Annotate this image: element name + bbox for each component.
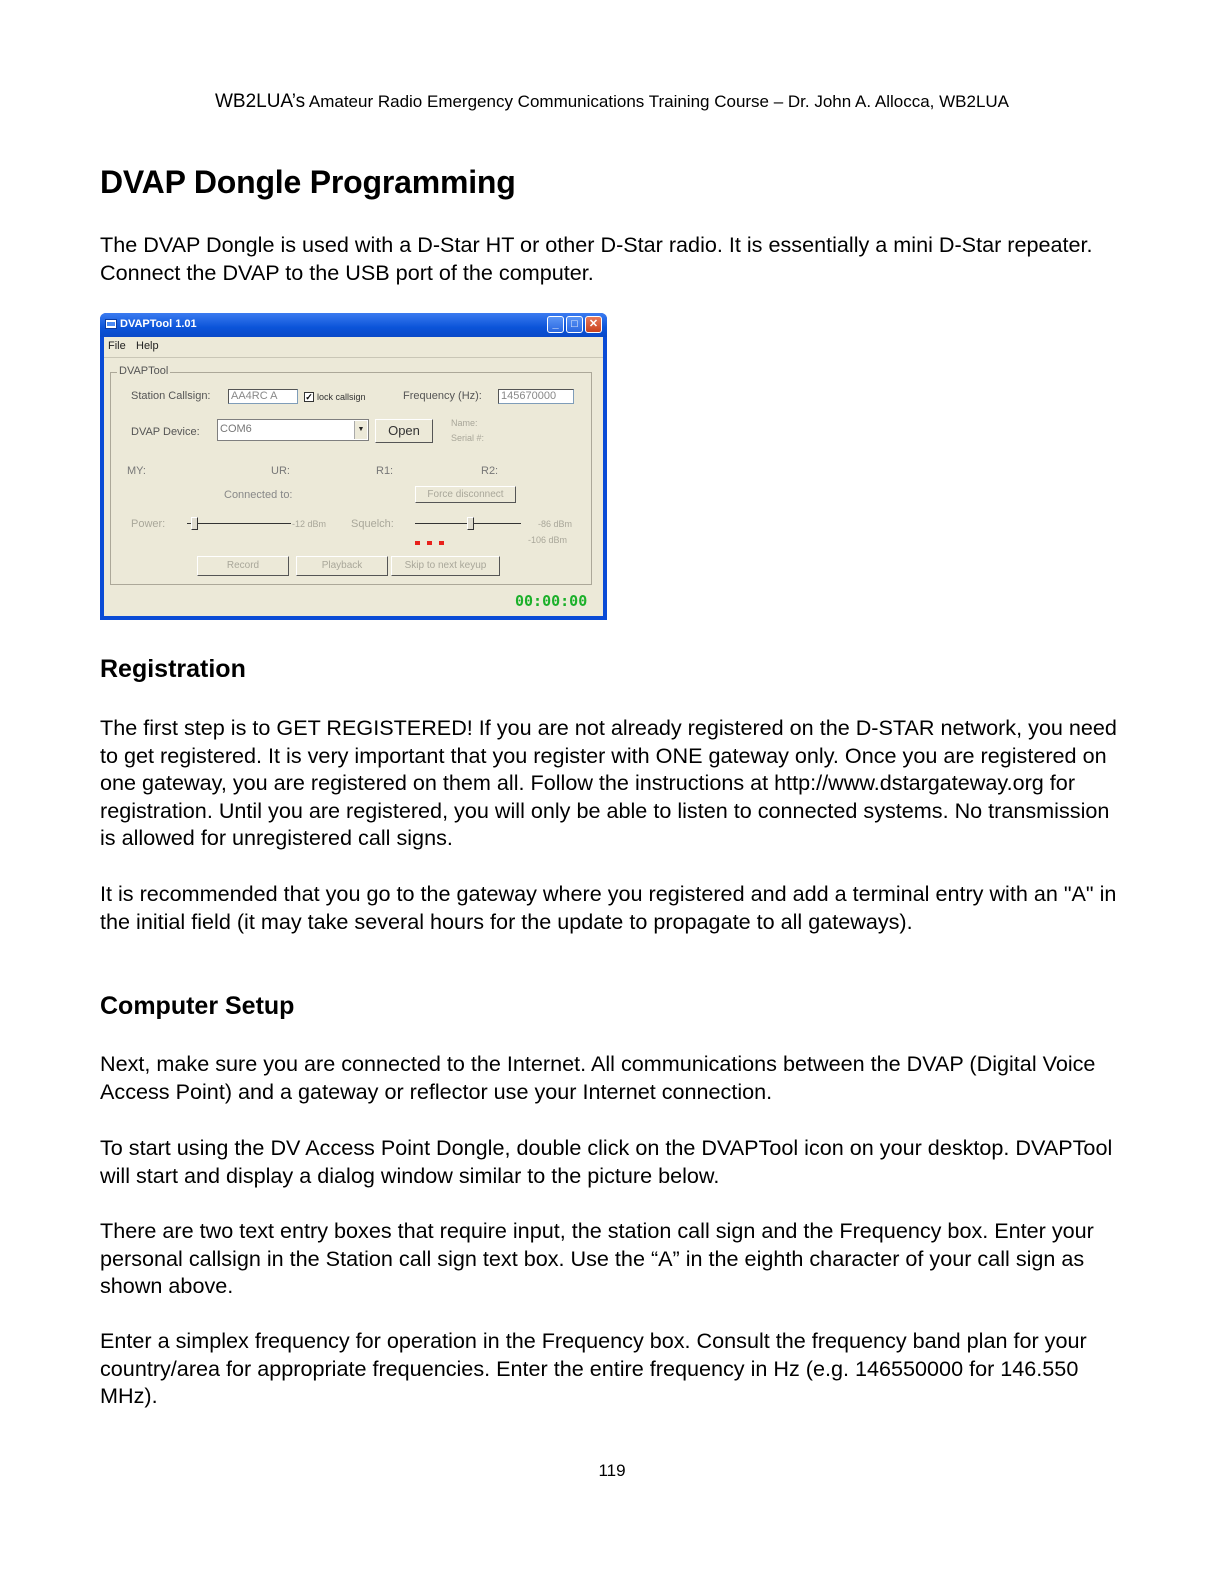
signal-led-1	[415, 541, 420, 545]
app-window-icon	[105, 319, 117, 329]
lock-callsign-label: lock callsign	[317, 392, 366, 402]
intro-paragraph: The DVAP Dongle is used with a D-Star HT or other D-Star radio. It is essentially a mini D-Star repeater. Connect the DVAP to the USB port of the computer.	[100, 232, 1093, 285]
r2-label: R2:	[481, 465, 499, 477]
menu-file: File	[108, 340, 126, 352]
dvap-device-label: DVAP Device:	[131, 426, 200, 438]
section-heading-computer-setup: Computer Setup	[100, 992, 295, 1020]
r1-label: R1:	[376, 465, 394, 477]
running-header	[0, 91, 1224, 113]
record-button: Record	[197, 556, 289, 576]
power-label: Power:	[131, 518, 166, 530]
my-label: MY:	[127, 465, 146, 477]
window-title: DVAPTool 1.01	[120, 318, 197, 330]
elapsed-timer: 00:00:00	[515, 592, 588, 610]
section-heading-registration: Registration	[100, 655, 246, 683]
power-slider-track	[187, 523, 291, 524]
dvap-device-select	[217, 419, 369, 441]
setup-paragraph-2: To start using the DV Access Point Dongle, double click on the DVAPTool icon on your desktop. DVAPTool will start and display a dialog window similar to the picture below.	[100, 1135, 1113, 1188]
squelch-label: Squelch:	[351, 518, 394, 530]
groupbox-title: DVAPTool	[119, 365, 169, 377]
header-author-tag: WB2LUA’s	[214, 91, 306, 112]
page-number: 119	[598, 1461, 626, 1480]
dvaptool-groupbox	[110, 365, 592, 585]
registration-paragraph-1: The first step is to GET REGISTERED! If you are not already registered on the D-STAR network, you need to get registered. It is very important that you register with ONE gateway only. Once you are registered on one gateway, you are registered on them all. Follow the instructions at http://www.dstargateway.org for registration. Until you are registered, you will only be able to listen to connected systems. No transmission is allowed for unregistered call signs.	[100, 715, 1117, 851]
signal-led-3	[439, 541, 444, 545]
connected-to-label: Connected to:	[224, 489, 293, 501]
station-callsign-label: Station Callsign:	[131, 390, 211, 402]
frequency-label: Frequency (Hz):	[403, 390, 482, 402]
skip-to-next-keyup-button: Skip to next keyup	[391, 556, 500, 576]
power-value: -12 dBm	[292, 519, 327, 529]
page-title: DVAP Dongle Programming	[100, 164, 516, 200]
header-course-title: Amateur Radio Emergency Communications Training Course – Dr. John A. Allocca, WB2LUA	[305, 92, 1010, 111]
lock-callsign-checkbox: ✓	[305, 392, 313, 402]
dvaptool-screenshot	[100, 313, 607, 620]
registration-paragraph-2: It is recommended that you go to the gateway where you registered and add a terminal entry with an "A" in the initial field (it may take several hours for the update to propagate to all gateways).	[100, 881, 1117, 934]
dropdown-arrow-icon: ▼	[354, 421, 367, 439]
window-titlebar	[100, 313, 607, 337]
open-button: Open	[375, 419, 433, 443]
close-button: ✕	[585, 316, 602, 333]
menu-help: Help	[136, 340, 159, 352]
squelch-value: -86 dBm	[538, 519, 573, 529]
playback-button: Playback	[296, 556, 388, 576]
signal-value: -106 dBm	[528, 535, 568, 545]
minimize-button: _	[547, 316, 564, 333]
setup-paragraph-3: There are two text entry boxes that require input, the station call sign and the Frequency box. Enter your personal callsign in the Station call sign text box. Use the “A” in the eighth character of your call sign as shown above.	[100, 1218, 1094, 1299]
frequency-field: 145670000	[498, 389, 574, 404]
name-label: Name:	[451, 418, 478, 428]
window-client-area	[104, 337, 603, 616]
setup-paragraph-4: Enter a simplex frequency for operation in the Frequency box. Consult the frequency band plan for your country/area for appropriate frequencies. Enter the entire frequency in Hz (e.g. 146550000 for 146.550 MHz).	[100, 1328, 1087, 1409]
menu-bar	[104, 337, 603, 358]
ur-label: UR:	[271, 465, 290, 477]
power-slider-thumb	[191, 517, 198, 530]
force-disconnect-button: Force disconnect	[415, 486, 516, 503]
station-callsign-field: AA4RC A	[228, 389, 298, 404]
serial-label: Serial #:	[451, 433, 485, 443]
maximize-button: □	[566, 316, 583, 333]
dvap-device-value: COM6	[220, 423, 252, 435]
signal-led-2	[427, 541, 432, 545]
squelch-slider-thumb	[467, 517, 474, 530]
setup-paragraph-1: Next, make sure you are connected to the Internet. All communications between the DVAP (Digital Voice Access Point) and a gateway or reflector use your Internet connection.	[100, 1051, 1096, 1104]
